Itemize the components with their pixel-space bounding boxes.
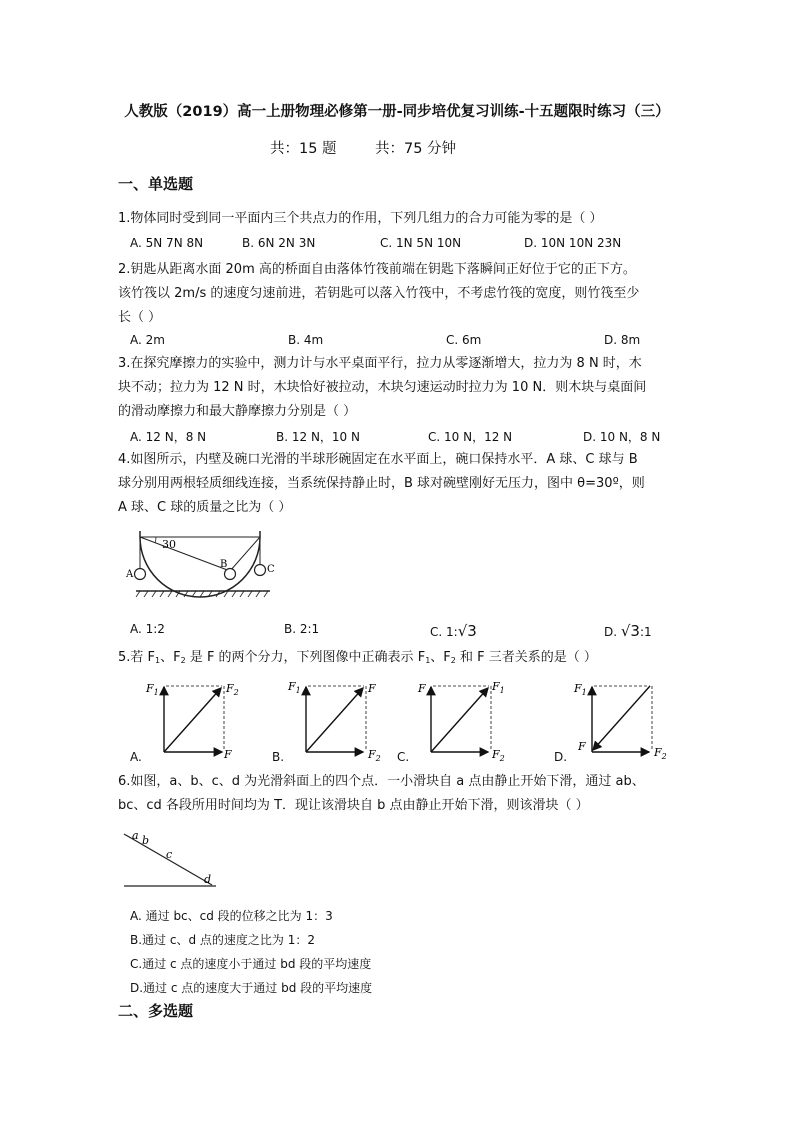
q5-sub-1: 1 — [425, 656, 431, 665]
section-multiple-choice: 二、多选题 — [118, 1002, 194, 1020]
q5-stem-part: 、F — [430, 650, 451, 665]
point-b-label: b — [142, 834, 150, 847]
label-b: B — [220, 559, 228, 570]
q1-option-a[interactable]: A. 5N 7N 8N — [130, 236, 204, 250]
q2-option-d[interactable]: D. 8m — [604, 333, 641, 347]
q2-option-c[interactable]: C. 6m — [446, 333, 482, 347]
q4-option-a[interactable]: A. 1:2 — [130, 622, 165, 636]
q4-option-d[interactable] — [604, 622, 652, 640]
q6-option-b[interactable]: B.通过 c、d 点的速度之比为 1：2 — [130, 933, 315, 947]
svg-text:F: F — [578, 740, 586, 753]
q5-sub-2: 2 — [450, 656, 456, 665]
q3-option-b[interactable]: B. 12 N，10 N — [276, 430, 360, 444]
svg-text:F: F — [368, 682, 376, 695]
q4-stem-line-2: 球分别用两根轻质细线连接，当系统保持静止时，B 球对碗壁刚好无压力，图中 θ=30º，则 — [118, 476, 645, 491]
q5-option-d[interactable]: D. — [554, 750, 568, 764]
q3-stem-line-2: 块不动；拉力为 12 N 时，木块恰好被拉动，木块匀速运动时拉力为 10 N．则木块与桌面间 — [118, 380, 647, 395]
q6-stem-line-1: 6.如图，a、b、c、d 为光滑斜面上的四个点．一小滑块自 a 点由静止开始下滑，通过 ab、 — [118, 774, 645, 789]
q5-figure-a[interactable] — [145, 682, 239, 761]
q5-stem-part: 、F — [160, 650, 181, 665]
label-a: A — [126, 569, 134, 580]
q2-stem-line-2: 该竹筏以 2m/s 的速度匀速前进，若钥匙可以落入竹筏中，不考虑竹筏的宽度，则竹筏至少 — [118, 286, 640, 301]
q5-stem-part: 是 F 的两个分力，下列图像中正确表示 F — [185, 650, 426, 665]
q4-option-b[interactable]: B. 2:1 — [284, 622, 320, 636]
q3-option-a[interactable]: A. 12 N，8 N — [130, 430, 207, 444]
q3-stem-line-1: 3.在探究摩擦力的实验中，测力计与水平桌面平行，拉力从零逐渐增大，拉力为 8 N 时，木 — [118, 356, 642, 371]
q1-option-b[interactable]: B. 6N 2N 3N — [242, 236, 316, 250]
q5-figure-c[interactable] — [417, 680, 505, 763]
ball-b — [225, 569, 236, 580]
q4-option-d-suffix: :1 — [639, 625, 652, 639]
svg-text:F1: $F_1$ — [146, 682, 159, 697]
svg-text:F2: $F_2$ — [654, 746, 667, 761]
q1-option-d[interactable]: D. 10N 10N 23N — [524, 236, 622, 250]
svg-text:F1: $F_1$ — [492, 680, 505, 695]
q5-stem-part: 和 F 三者关系的是（ ） — [455, 650, 597, 665]
angle-label: 30 — [162, 538, 176, 551]
q6-option-a[interactable]: A. 通过 bc、cd 段的位移之比为 1：3 — [130, 909, 333, 923]
q5-figure-d[interactable] — [573, 682, 667, 761]
ball-c — [255, 565, 266, 576]
point-a-label: a — [132, 829, 139, 842]
svg-text:F2: $F_2$ — [368, 748, 381, 763]
ball-a — [135, 569, 146, 580]
q4-bowl-figure — [120, 525, 280, 605]
q4-option-d-sqrt: √3 — [620, 622, 640, 640]
q5-figure-b[interactable] — [287, 680, 381, 763]
label-c: C — [267, 564, 275, 575]
q2-option-b[interactable]: B. 4m — [288, 333, 324, 347]
q4-stem-line-3: A 球、C 球的质量之比为（ ） — [118, 500, 292, 515]
q4-stem-line-1: 4.如图所示，内壁及碗口光滑的半球形碗固定在水平面上，碗口保持水平．A 球、C 球与 B — [118, 452, 638, 467]
q6-incline-figure — [120, 826, 230, 892]
q4-option-d-prefix: D. — [604, 625, 621, 639]
q4-option-c-prefix: C. 1: — [430, 625, 458, 639]
q6-stem-line-2: bc、cd 各段所用时间均为 T．现让该滑块自 b 点由静止开始下滑，则该滑块（ ） — [118, 798, 589, 813]
q1-option-c[interactable]: C. 1N 5N 10N — [380, 236, 462, 250]
q5-option-b[interactable]: B. — [272, 750, 285, 764]
point-d-label: d — [204, 873, 212, 886]
svg-text:F: F — [418, 682, 426, 695]
q4-option-c-sqrt: √3 — [457, 622, 477, 640]
q3-stem-line-3: 的滑动摩擦力和最大静摩擦力分别是（ ） — [118, 404, 357, 419]
section-single-choice: 一、单选题 — [118, 175, 194, 193]
svg-text:F2: $F_2$ — [226, 682, 239, 697]
q5-sub-2: 2 — [180, 656, 186, 665]
q6-option-c[interactable]: C.通过 c 点的速度小于通过 bd 段的平均速度 — [130, 957, 372, 971]
q2-stem-line-3: 长（ ） — [118, 310, 162, 325]
q5-stem — [118, 646, 597, 673]
svg-text:F1: $F_1$ — [574, 682, 587, 697]
svg-text:F1: $F_1$ — [288, 680, 301, 695]
svg-text:F2: $F_2$ — [492, 748, 505, 763]
ground-hatching — [136, 591, 268, 597]
q5-sub-1: 1 — [155, 656, 161, 665]
q4-option-c[interactable] — [430, 622, 477, 640]
q5-stem-part: 5.若 F — [118, 650, 156, 665]
q6-option-d[interactable]: D.通过 c 点的速度大于通过 bd 段的平均速度 — [130, 981, 373, 995]
q1-stem: 1.物体同时受到同一平面内三个共点力的作用，下列几组力的合力可能为零的是（ ） — [118, 211, 603, 226]
q5-option-c[interactable]: C. — [397, 750, 410, 764]
question-count: 共：15 题 — [270, 141, 337, 157]
q3-option-c[interactable]: C. 10 N，12 N — [428, 430, 513, 444]
q5-option-a[interactable]: A. — [130, 750, 142, 764]
page-title: 人教版（2019）高一上册物理必修第一册-同步培优复习训练-十五题限时练习（三） — [124, 104, 670, 120]
q2-option-a[interactable]: A. 2m — [130, 333, 165, 347]
string-ab — [140, 537, 230, 571]
bowl-outline — [140, 537, 260, 597]
time-limit: 共：75 分钟 — [375, 141, 457, 157]
q3-option-d[interactable]: D. 10 N，8 N — [583, 430, 661, 444]
q2-stem-line-1: 2.钥匙从距离水面 20m 高的桥面自由落体竹筏前端在钥匙下落瞬间正好位于它的正下方。 — [118, 262, 636, 277]
svg-text:F: F — [224, 748, 232, 761]
angle-arc — [155, 537, 156, 543]
point-c-label: c — [166, 848, 173, 861]
